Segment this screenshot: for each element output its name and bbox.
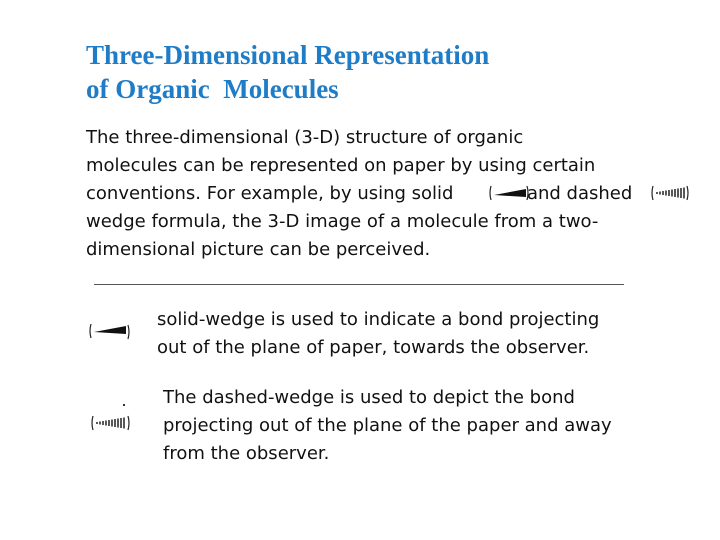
dashed-def-line-3: from the observer. bbox=[163, 443, 330, 464]
solid-def-line-2: out of the plane of paper, towards the observer. bbox=[157, 337, 590, 358]
intro-paragraph bbox=[86, 124, 706, 264]
intro-line-4: wedge formula, the 3-D image of a molecule from a two- bbox=[86, 211, 599, 232]
solid-wedge-inline-icon bbox=[488, 182, 530, 204]
dashed-def-line-1: The dashed-wedge is used to depict the bond bbox=[163, 387, 575, 408]
solid-wedge-icon bbox=[88, 320, 132, 342]
divider bbox=[94, 284, 624, 285]
page-title bbox=[86, 38, 686, 106]
title-line-2: of Organic Molecules bbox=[86, 74, 339, 104]
title-line-1: Three-Dimensional Representation bbox=[86, 40, 490, 70]
intro-line-3b: and dashed bbox=[526, 183, 633, 204]
dashed-wedge-inline-icon bbox=[650, 182, 690, 204]
solid-wedge-definition bbox=[157, 306, 599, 362]
intro-line-5: dimensional picture can be perceived. bbox=[86, 239, 431, 260]
dashed-def-line-2: projecting out of the plane of the paper and away bbox=[163, 415, 612, 436]
intro-line-1: The three-dimensional (3-D) structure of organic bbox=[86, 127, 524, 148]
stray-dot bbox=[123, 404, 125, 406]
dashed-wedge-definition bbox=[163, 384, 612, 468]
intro-line-2: molecules can be represented on paper by using certain bbox=[86, 155, 596, 176]
solid-def-line-1: solid-wedge is used to indicate a bond projecting bbox=[157, 309, 600, 330]
intro-line-3 bbox=[86, 180, 706, 208]
dashed-wedge-icon bbox=[90, 412, 134, 434]
intro-line-3a: conventions. For example, by using solid bbox=[86, 183, 454, 204]
